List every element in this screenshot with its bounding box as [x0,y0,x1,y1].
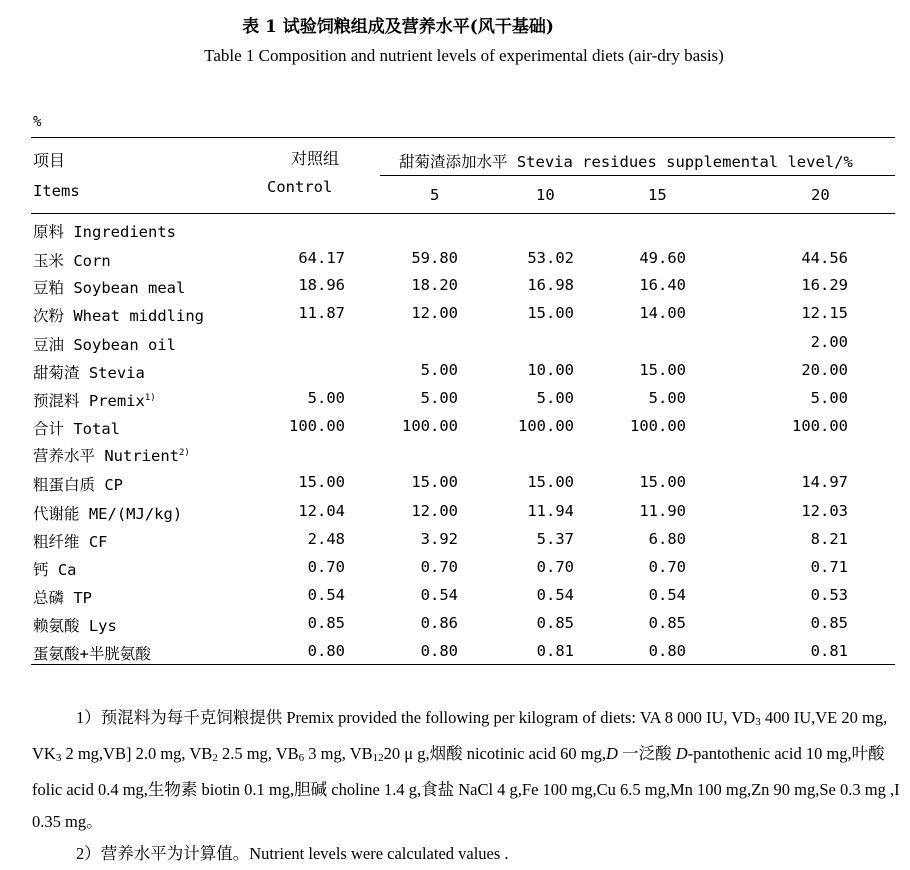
row-value: 0.85 [536,614,574,632]
row-label: 钙 Ca [33,561,77,579]
row-value: 0.81 [810,642,848,660]
row-label: 豆粕 Soybean meal [33,279,186,297]
header-stevia-group: 甜菊渣添加水平 Stevia residues supplemental level/% [399,153,853,171]
row-value: 0.70 [648,558,686,576]
row-value: 12.00 [411,502,458,520]
table-title-en: Table 1 Composition and nutrient levels of experimental diets (air-dry basis) [204,46,724,65]
row-value: 5.00 [536,389,574,407]
table-row [0,614,910,642]
table-row [0,586,910,614]
row-label: 合计 Total [33,420,120,438]
header-control-cn: 对照组 [291,149,340,168]
row-value: 53.02 [527,249,574,267]
row-label: 次粉 Wheat middling [33,307,204,325]
row-value: 5.00 [420,361,458,379]
header-level-5: 5 [430,186,440,204]
table-title-cn: 表 1 试验饲粮组成及营养水平(风干基础) [242,17,554,37]
row-value: 100.00 [402,417,458,435]
row-value: 12.03 [801,502,848,520]
row-value: 0.54 [307,586,345,604]
row-value: 5.37 [536,530,574,548]
row-value: 100.00 [792,417,848,435]
row-value: 15.00 [527,473,574,491]
row-value: 100.00 [289,417,345,435]
row-value: 0.80 [307,642,345,660]
row-label: 预混料 Premix$^{1)}$ [33,392,156,410]
header-control-en: Control [267,178,333,196]
header-level-10: 10 [536,186,555,204]
row-value: 5.00 [810,389,848,407]
row-value: 5.00 [307,389,345,407]
table-row [0,642,910,670]
table-row [0,276,910,304]
row-value: 0.70 [420,558,458,576]
top-rule [31,137,895,138]
group-rule [380,175,895,176]
row-value: 0.80 [648,642,686,660]
row-value: 20.00 [801,361,848,379]
row-value: 3.92 [420,530,458,548]
row-value: 2.00 [810,333,848,351]
row-value: 15.00 [411,473,458,491]
row-value: 16.98 [527,276,574,294]
header-items-cn: 项目 [33,151,66,170]
table-row [0,444,910,472]
row-value: 12.04 [298,502,345,520]
row-label: 甜菊渣 Stevia [33,364,145,382]
row-value: 0.85 [810,614,848,632]
row-value: 12.00 [411,304,458,322]
table-row [0,361,910,389]
header-level-15: 15 [648,186,667,204]
table-row [0,304,910,332]
row-value: 18.96 [298,276,345,294]
row-value: 10.00 [527,361,574,379]
row-value: 0.70 [307,558,345,576]
row-value: 6.80 [648,530,686,548]
table-row [0,389,910,417]
header-level-20: 20 [811,186,830,204]
row-value: 12.15 [801,304,848,322]
row-value: 64.17 [298,249,345,267]
row-value: 100.00 [630,417,686,435]
row-value: 2.48 [307,530,345,548]
row-label: 营养水平 Nutrient$^{2)}$ [33,447,190,465]
footnote-2: 2）营养水平为计算值。Nutrient levels were calculated values . [76,844,509,863]
row-value: 0.53 [810,586,848,604]
row-label: 总磷 TP [33,589,92,607]
row-value: 18.20 [411,276,458,294]
row-label: 蛋氨酸+半胱氨酸 [33,645,151,663]
table-row [0,417,910,445]
row-value: 0.85 [648,614,686,632]
row-value: 14.97 [801,473,848,491]
row-value: 5.00 [648,389,686,407]
row-value: 44.56 [801,249,848,267]
row-value: 0.70 [536,558,574,576]
row-label: 粗纤维 CF [33,533,108,551]
table-row [0,220,910,248]
row-value: 0.85 [307,614,345,632]
row-label: 豆油 Soybean oil [33,336,176,354]
unit-label: % [33,114,42,130]
row-value: 5.00 [420,389,458,407]
row-value: 0.54 [648,586,686,604]
row-value: 11.94 [527,502,574,520]
table-row [0,249,910,277]
header-rule [31,213,895,214]
header-items-en: Items [33,182,80,200]
row-value: 11.90 [639,502,686,520]
row-value: 0.54 [420,586,458,604]
row-value: 49.60 [639,249,686,267]
table-row [0,502,910,530]
table-row [0,473,910,501]
footnotes [32,702,900,870]
row-value: 15.00 [298,473,345,491]
row-label: 玉米 Corn [33,252,111,270]
row-value: 0.54 [536,586,574,604]
row-label: 代谢能 ME/(MJ/kg) [33,505,183,523]
row-value: 100.00 [518,417,574,435]
row-value: 14.00 [639,304,686,322]
row-value: 15.00 [639,361,686,379]
row-label: 原料 Ingredients [33,223,176,241]
row-value: 0.71 [810,558,848,576]
row-value: 15.00 [639,473,686,491]
row-value: 16.29 [801,276,848,294]
row-value: 59.80 [411,249,458,267]
row-label: 粗蛋白质 CP [33,476,123,494]
row-label: 赖氨酸 Lys [33,617,117,635]
row-value: 16.40 [639,276,686,294]
row-value: 8.21 [810,530,848,548]
footnote-1: 1）预混料为每千克饲粮提供 Premix provided the following per kilogram of diets: VA 8 000 IU, $VD_3$ 400 IU,VE 20 mg, $VK_3$ 2 mg,VB] 2.0 mg, $VB_2$ 2.5 mg, $VB_6$ 3 mg, $VB_{12}20$ μ g,烟酸 nicotinic acid 60 mg,D 一泛酸 D-pantothenic acid 10 mg,叶酸 folic acid 0.4 mg,生物素 biotin 0.1 mg,胆碱 choline 1.4 g,食盐 NaCl 4 g,Fe 100 mg,Cu 6.5 mg,Mn 100 mg,Zn 90 mg,Se 0.3 mg ,I 0.35 mg。 [32,708,900,831]
row-value: 11.87 [298,304,345,322]
row-value: 0.86 [420,614,458,632]
table-row [0,333,910,361]
row-value: 0.80 [420,642,458,660]
table-row [0,530,910,558]
table-row [0,558,910,586]
row-value: 15.00 [527,304,574,322]
row-value: 0.81 [536,642,574,660]
